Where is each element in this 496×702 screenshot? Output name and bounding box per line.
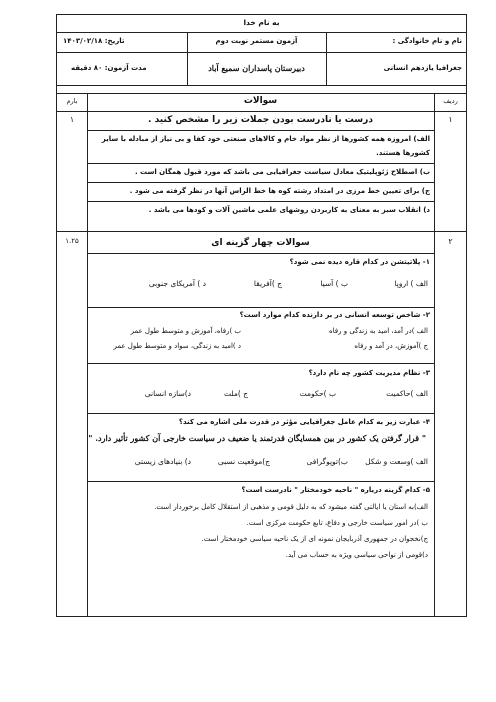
- section-1-item-d: د) انقلاب سبز به معنای به کاربردن روشهای علمی ماشین آلات و کودها می باشد .: [148, 206, 430, 214]
- q5-option-d: د)قومی از نواحی سیاسی ویژه به حساب می آید.: [285, 551, 428, 559]
- q4-option-c: ج)موقعیت نسبی: [217, 457, 270, 466]
- q5-option-b: ب )در امور سیاست خارجی و دفاع، تابع حکومت مرکزی است.: [246, 519, 428, 527]
- q4-option-b: ب)توپوگرافی: [306, 457, 348, 466]
- row-column-header: ردیف: [443, 97, 458, 105]
- header-top-row: [57, 15, 466, 33]
- section-2-number: ۲: [448, 237, 453, 246]
- exam-sheet: [56, 14, 467, 617]
- questions-column-header: سوالات: [243, 96, 278, 106]
- score-column-header: بارم: [66, 97, 78, 105]
- q4-text: ۴- عبارت زیر به کدام عامل جغرافیایی مؤثر در قدرت ملی اشاره می کند؟: [178, 418, 430, 426]
- exam-title: آزمون مستمر نوبت دوم: [215, 37, 298, 45]
- q2-option-c: ج )آموزش، در آمد و رفاه: [354, 342, 428, 350]
- header-row-2: [57, 32, 466, 53]
- q1-option-d: د ) آمریکای جنوبی: [148, 279, 206, 288]
- subject: جغرافیا یازدهم انسانی: [383, 64, 462, 72]
- section-1-item-c: ج) برای تعیین خط مرزی در امتداد رشته کوه ها خط الراس آنها در نظر گرفته می شود .: [129, 187, 430, 195]
- q2-option-a: الف )در آمد، امید به زندگی و رفاه: [328, 327, 428, 335]
- section-1-score: ۱: [69, 115, 75, 124]
- section-1-number: ۱: [448, 115, 453, 124]
- q1-option-a: الف ) اروپا: [394, 279, 428, 288]
- q1-option-c: ج )آفریقا: [253, 279, 282, 288]
- basmala: به نام خدا: [243, 18, 280, 27]
- q3-option-c: ج )ملت: [223, 389, 248, 398]
- q3-option-a: الف )حاکمیت: [386, 389, 428, 398]
- q3-option-b: ب )حکومت: [299, 389, 336, 398]
- school-name: دبیرستان پاسداران سمیع آباد: [208, 63, 305, 73]
- section-1-item-a: الف) امروزه همه کشورها از نظر مواد خام و کالاهای صنعتی خود کفا و بی نیاز از مبادله با سایر: [101, 135, 430, 143]
- section-1-title: درست یا نادرست بودن جملات زیر را مشخص کنید .: [148, 115, 373, 125]
- header-row-3: [57, 52, 466, 86]
- q3-option-d: د)سازه انسانی: [144, 389, 191, 398]
- section-1-item-a-cont: کشورها هستند.: [376, 149, 430, 157]
- exam-date: تاریخ: ۱۴۰۳/۰۲/۱۸: [63, 37, 125, 45]
- section-2-score: ۱.۲۵: [65, 237, 79, 245]
- questions-table: [57, 93, 466, 616]
- section-2-title: سوالات چهار گزینه ای: [211, 238, 310, 248]
- q1-option-b: ب ) آسیا: [320, 279, 348, 288]
- student-name-label: نام و نام خانوادگی :: [392, 37, 462, 45]
- q5-option-c: ج)نخجوان در جمهوری آذربایجان نمونه ای از یک ناحیه سیاسی خودمختار است.: [201, 535, 428, 543]
- q4-quote: " قرار گرفتن یک کشور در بین همسایگان قدرتمند یا ضعیف در سیاست خارجی آن کشور تأثیر دارد. ": [88, 433, 426, 443]
- q5-option-a: الف)به استان یا ایالتی گفته میشود که به دلیل قومی و مذهبی از استقلال کامل برخوردار است.: [154, 503, 428, 511]
- q1-text: ۱- پلاتیتشن در کدام قاره دیده نمی شود؟: [289, 258, 430, 266]
- exam-duration: مدت آزمون: ۸۰ دقیقه: [71, 64, 147, 72]
- q3-text: ۳- نظام مدیریت کشور چه نام دارد؟: [308, 369, 430, 377]
- q4-option-a: الف )وسعت و شکل: [365, 457, 428, 466]
- q5-text: ۵- کدام گزینه درباره " ناحیه خودمختار " نادرست است؟: [241, 486, 430, 494]
- q2-option-d: د )امید به زندگی، سواد و متوسط طول عمر: [113, 342, 241, 350]
- section-1-item-b: ب) اصطلاح ژئوپلیتیک معادل سیاست جغرافیایی می باشد که مورد قبول همگان است .: [134, 168, 430, 176]
- q4-option-d: د) بنیادهای زیستی: [134, 457, 191, 466]
- q2-option-b: ب )رفاه، آموزش و متوسط طول عمر: [130, 327, 241, 335]
- q2-text: ۲- شاخص توسعه انسانی در بر دارنده کدام موارد است؟: [239, 311, 430, 319]
